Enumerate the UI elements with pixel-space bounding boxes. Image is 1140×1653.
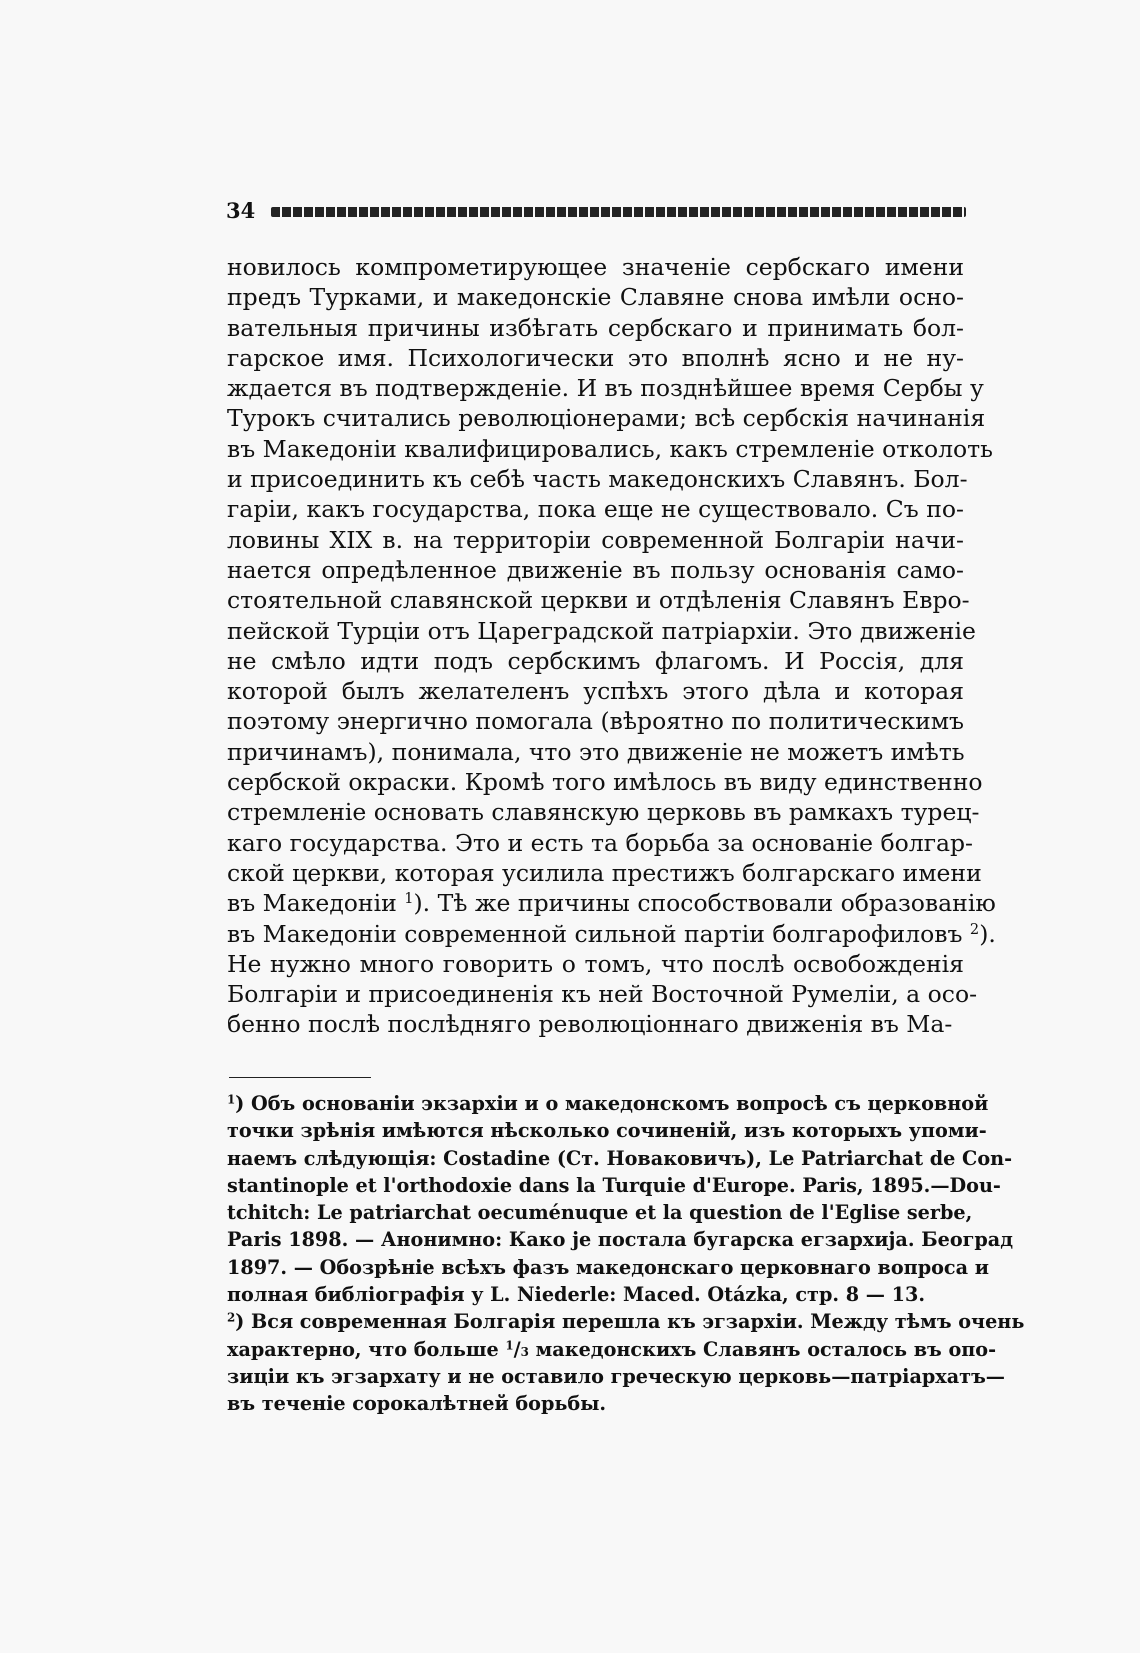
body-line [227,919,996,949]
body-line-text: въ Македонiи современной сильной партiи болгарофиловъ [227,919,970,948]
footnote-2-line: зицiи къ эгзархату и не оставило греческую церковь—патрiархатъ— [227,1364,1005,1388]
body-line-text: ). [979,919,996,948]
body-line: въ Македонiи квалифицировались, какъ стремленiе отколоть [227,434,993,463]
body-line-text: въ Македонiи [227,889,405,918]
footnote-text: македонскихъ Славянъ осталось въ опо- [528,1337,997,1361]
page-header [226,196,966,224]
footnote-marker-2: 2 [227,1310,236,1325]
body-line: стремленiе основать славянскую церковь въ рамкахъ турец- [227,798,980,827]
body-line: пейской Турцiи отъ Цареградской патрiархiи. Это движенiе [227,616,976,645]
body-line: нается опредѣленное движенiе въ пользу основанiя само- [227,555,964,584]
footnote-1-line: наемъ слѣдующiя: Costadine (Ст. Новаковичъ), Le Patriarchat de Con- [227,1146,1013,1170]
footnotes [227,1090,1025,1418]
body-line: ловины XIX в. на территорiи современной Болгарiи начи- [227,525,964,554]
body-line: новилось компрометирующее значенiе сербскаго имени [227,253,964,281]
footnote-text: ) Вся современная Болгарiя перешла къ эгзархiи. Между тѣмъ очень [235,1310,1025,1334]
header-ornament-rule [271,207,966,217]
body-line: не смѣло идти подъ сербскимъ флагомъ. И Россiя, для [227,646,964,675]
footnote-1-line [227,1090,989,1117]
footnote-1-line: точки зрѣнiя имѣются нѣсколько сочиненiй, изъ которыхъ упоми- [227,1119,987,1143]
footnote-2-line [227,1336,997,1363]
body-line: гарiи, какъ государства, пока еще не существовало. Съ по- [227,495,964,524]
body-line: Болгарiи и присоединенiя къ ней Восточной Румелiи, а осо- [227,980,978,1009]
body-line: Не нужно много говорить о томъ, что послѣ освобожденiя [227,949,964,978]
body-text [227,252,996,1040]
body-line: ждается въ подтвержденiе. И въ позднѣйшее время Сербы у [227,374,984,403]
footnote-2-line [227,1308,1025,1335]
body-line: которой былъ желателенъ успѣхъ этого дѣла и которая [227,677,964,706]
body-line: вательныя причины избѣгать сербскаго и принимать бол- [227,313,964,342]
body-line: сербской окраски. Кромѣ того имѣлось въ виду единственно [227,768,983,797]
footnote-1-line: 1897. — Обозрѣнiе всѣхъ фазъ македонскаго церковнаго вопроса и [227,1255,989,1279]
body-line: предъ Турками, и македонскiе Славяне снова имѣли осно- [227,283,964,312]
body-line: ской церкви, которая усилила престижъ болгарскаго имени [227,858,982,887]
body-line-text: ). Тѣ же причины способствовали образованiю [413,889,996,918]
footnote-separator [229,1077,371,1078]
body-line: бенно послѣ послѣдняго революцiоннаго движенiя въ Ма- [227,1010,953,1039]
footnote-ref-1: 1 [404,890,414,908]
footnote-1-line: Paris 1898. — Анонимно: Како je постала бугарска егзархиjа. Београд [227,1228,1014,1252]
footnote-1-line: stantinople et l'orthodoxie dans la Turquie d'Europe. Paris, 1895.—Dou- [227,1173,1001,1197]
body-line: причинамъ), понимала, что это движенiе не можетъ имѣть [227,737,965,766]
fraction-denominator: 3 [520,1344,529,1359]
footnote-2-line: въ теченiе сорокалѣтней борьбы. [227,1392,607,1416]
footnote-text: ) Объ основанiи экзархiи и о македонскомъ вопросѣ съ церковной [235,1092,989,1115]
footnote-text: характерно, что больше [227,1337,506,1361]
body-line: каго государства. Это и есть та борьба за основанiе болгар- [227,828,973,857]
body-line: и присоединить къ себѣ часть македонскихъ Славянъ. Бол- [227,465,968,494]
page-number: 34 [226,197,256,223]
footnote-1-line: tchitch: Le patriarchat oecuménuque et la question de l'Eglise serbe, [227,1201,973,1225]
fraction-slash: / [513,1337,521,1361]
body-line: гарское имя. Психологически это вполнѣ ясно и не ну- [227,343,964,372]
body-line: поэтому энергично помогала (вѣроятно по политическимъ [227,707,964,736]
footnote-marker-1: 1 [227,1092,236,1107]
fraction-numerator: 1 [505,1338,514,1353]
footnote-1-line: полная библiографiя у L. Niederle: Maced. Otázka, стр. 8 — 13. [227,1283,926,1307]
footnote-ref-2: 2 [969,920,980,938]
body-line: Турокъ считались революцiонерами; всѣ сербскiя начинанiя [227,404,986,433]
body-line [227,888,996,918]
body-line: стоятельной славянской церкви и отдѣленiя Славянъ Евро- [227,586,970,615]
